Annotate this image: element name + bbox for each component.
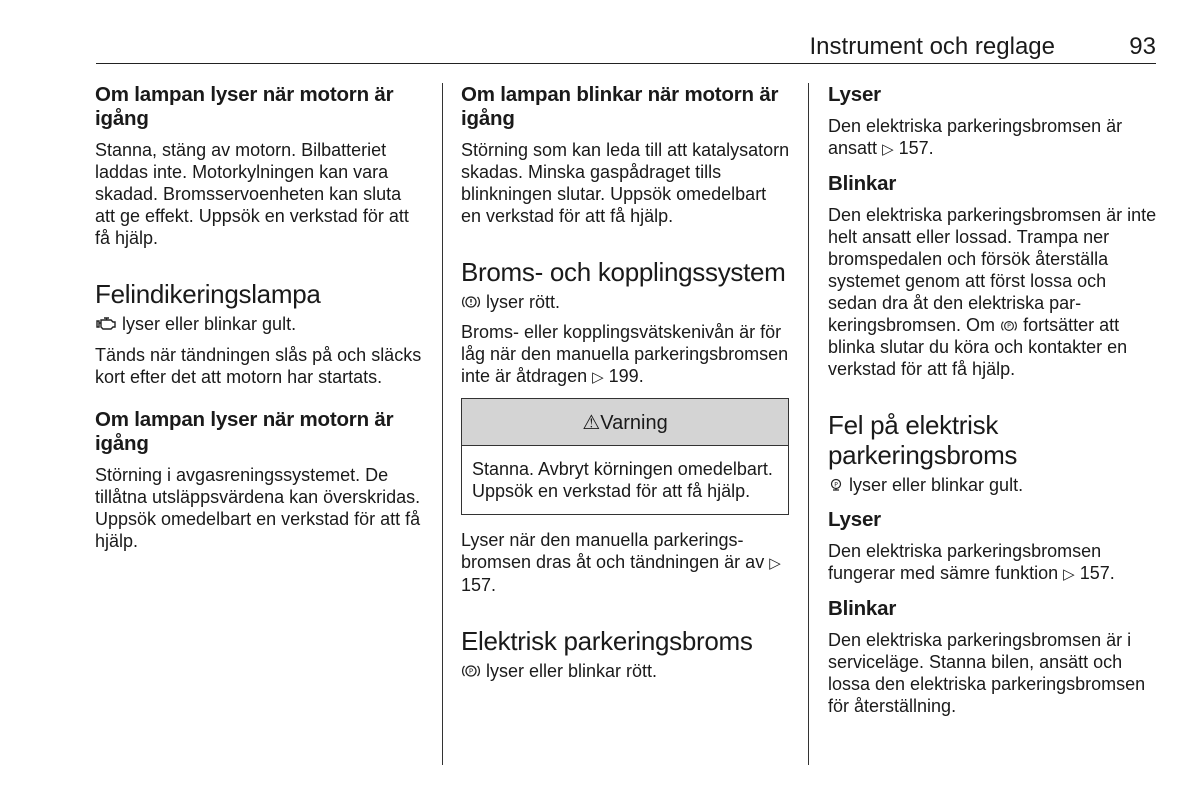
section-heading: Broms- och kopplingssystem (461, 257, 786, 287)
paragraph: Broms- eller kopplingsvätskenivån är för låg när den manuella parkeringsbromsen inte är åtdragen ▷ 199. (461, 322, 789, 386)
page-reference-arrow-icon: ▷ (769, 554, 781, 572)
warning-box (461, 398, 789, 515)
section-heading: Fel på elektrisk parkeringsbroms (828, 410, 1018, 470)
column-1 (95, 83, 425, 560)
paragraph: Den elektriska parkeringsbromsen är inte helt ansatt eller lossad. Trampa ner bromspedalen och försök återställa systemet genom att först lossa och sedan dra åt den elektriska parkeringsbromsen. Om P fortsätter att blinka slutar du köra och kontakter en verkstad för att få hjälp. (828, 205, 1157, 379)
paragraph: Den elektriska parkeringsbromsen är i serviceläge. Stanna bilen, ansätt och lossa den elektriska parkeringsbromsen för återställning. (828, 630, 1146, 716)
parking-brake-fault-icon (828, 475, 844, 495)
paragraph: Störning som kan leda till att katalysatorn skadas. Minska gaspådraget tills blinkningen slutar. Uppsök omedelbart en verkstad för att få hjälp. (461, 140, 790, 226)
subheading: Blinkar (828, 597, 897, 620)
warning-body: Stanna. Avbryt körningen omedelbart. Uppsök en verkstad för att få hjälp. (472, 459, 773, 501)
warning-triangle-icon: ⚠ (582, 410, 601, 434)
paragraph: Störning i avgasreningssystemet. De tillåtna utsläppsvärdena kan överskridas. Uppsök omedelbart en verkstad för att få hjälp. (95, 465, 421, 551)
subheading: Lyser (828, 83, 881, 106)
subheading: Om lampan blinkar när motorn är igång (461, 83, 779, 130)
paragraph: Den elektriska parkeringsbromsen är ansatt ▷ 157. (828, 116, 1123, 158)
section-heading: Felindikeringslampa (95, 279, 321, 309)
parking-brake-icon (1000, 315, 1018, 335)
page-reference-arrow-icon: ▷ (1063, 565, 1075, 583)
page-reference-arrow-icon: ▷ (882, 140, 894, 158)
running-header-title: Instrument och reglage (809, 33, 1055, 60)
column-divider (442, 83, 443, 765)
engine-check-icon (95, 316, 117, 334)
svg-text:P: P (468, 667, 474, 676)
subheading: Blinkar (828, 172, 897, 195)
brake-warning-icon (461, 292, 481, 312)
paragraph: lyser eller blinkar gult. (95, 313, 425, 336)
paragraph: P lyser eller blinkar gult. (828, 474, 1160, 496)
column-2 (461, 83, 791, 690)
parking-brake-icon (461, 661, 481, 681)
subheading: Lyser (828, 508, 881, 531)
paragraph: Tänds när tändningen slås på och släcks kort efter det att motorn har startats. (95, 345, 422, 387)
column-divider (808, 83, 809, 765)
section-heading: Elektrisk parkeringsbroms (461, 626, 753, 656)
svg-text:P: P (1007, 323, 1011, 331)
paragraph: Den elektriska parkeringsbromsen fungerar med sämre funktion ▷ 157. (828, 541, 1115, 583)
column-3 (828, 83, 1160, 725)
header-rule (96, 63, 1156, 64)
paragraph: Stanna, stäng av motorn. Bilbatteriet laddas inte. Motorkylningen kan vara skadad. Bromsservoenheten kan sluta att ge effekt. Uppsök en verkstad för att få hjälp. (95, 140, 409, 248)
svg-text:P: P (834, 481, 838, 489)
page-number: 93 (1129, 33, 1156, 60)
warning-header: ⚠Varning (462, 399, 788, 446)
subheading: Om lampan lyser när motorn är igång (95, 83, 394, 130)
page-reference-arrow-icon: ▷ (592, 368, 604, 386)
paragraph: P lyser eller blinkar rött. (461, 660, 791, 682)
subheading: Om lampan lyser när motorn är igång (95, 408, 394, 455)
paragraph: lyser rött. (461, 291, 791, 313)
paragraph: Lyser när den manuella parkeringsbromsen dras åt och tändningen är av ▷ 157. (461, 530, 781, 595)
